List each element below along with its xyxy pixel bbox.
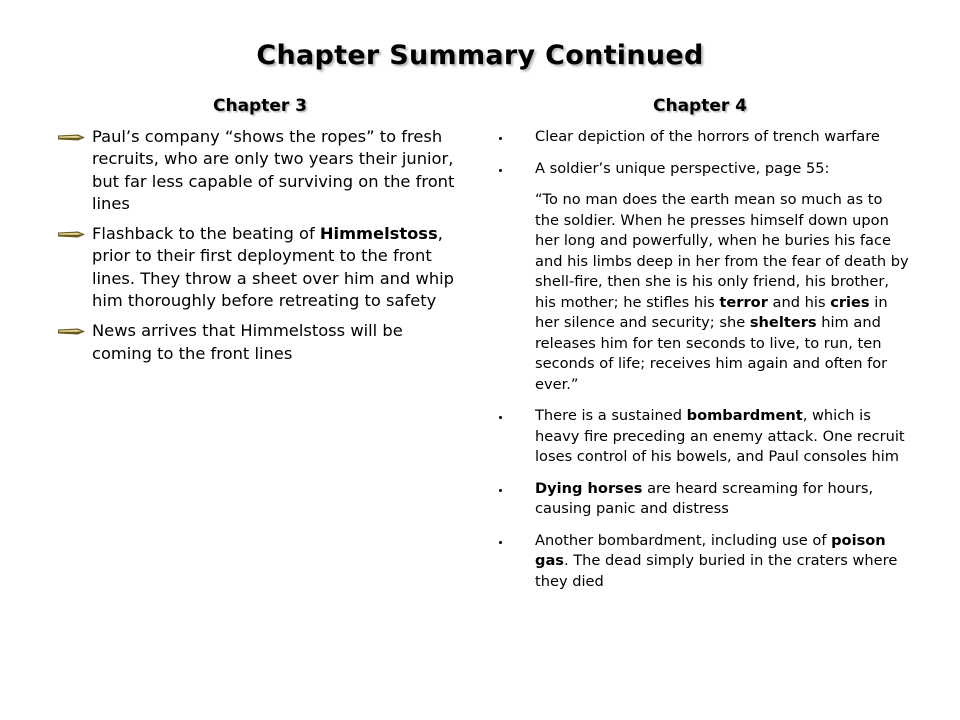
list-item xyxy=(58,126,458,215)
slide-title: Chapter Summary Continued xyxy=(256,40,704,71)
bold-term: Dying horses xyxy=(535,479,643,497)
list-item-text: . The dead simply buried in the craters where they died xyxy=(535,552,898,590)
bullet-bar-icon xyxy=(58,328,85,335)
chapter-3-heading: Chapter 3 xyxy=(212,96,307,116)
chapter-4-heading: Chapter 4 xyxy=(652,96,747,116)
list-item-text: There is a sustained xyxy=(535,407,687,424)
bold-term: cries xyxy=(830,293,870,311)
quote-text: in her silence and security; she xyxy=(535,293,888,331)
list-item-text: Another bombardment, including use of xyxy=(535,531,832,549)
quote-text: “To no man does the earth mean so much as to the soldier. When he presses himself down upon her long and powerfully, when he buries his face and his limbs deep in her from the fear of death by shell-fire, then she is his only friend, his brother, his mother; he stifles his xyxy=(535,191,909,311)
bold-term: bombardment xyxy=(686,407,803,424)
list-item-text: A soldier’s unique perspective, page 55: xyxy=(535,159,830,177)
bold-term: shelters xyxy=(749,314,817,331)
list-item xyxy=(58,320,458,365)
list-item xyxy=(494,479,910,520)
bold-term: Himmelstoss xyxy=(319,224,438,244)
list-item-text: are heard screaming for hours, causing panic and distress xyxy=(535,479,874,517)
dot-icon xyxy=(499,541,502,544)
list-item xyxy=(494,127,910,148)
chapter-3-list xyxy=(58,126,458,373)
list-item-text: , which is heavy fire preceding an enemy attack. One recruit loses control of his bowels, and Paul consoles him xyxy=(535,407,905,465)
bullet-bar-icon xyxy=(58,134,85,141)
chapter-4-list xyxy=(494,127,910,603)
list-item-text: News arrives that Himmelstoss will be coming to the front lines xyxy=(92,321,403,363)
list-item-text: , prior to their first deployment to the front lines. They throw a sheet over him and whip him thoroughly before retreating to safety xyxy=(92,224,455,311)
quote-text: him and releases him for ten seconds to live, to run, ten seconds of life; receives him again and often for ever.” xyxy=(535,314,888,393)
list-item-text: Flashback to the beating of xyxy=(92,224,320,244)
list-item xyxy=(494,159,910,180)
dot-icon xyxy=(499,169,502,172)
list-item-text: Paul’s company “shows the ropes” to fresh recruits, who are only two years their junior, but far less capable of surviving on the front lines xyxy=(92,127,455,213)
quote-text: and his xyxy=(767,293,831,311)
bullet-bar-icon xyxy=(58,231,85,238)
list-item xyxy=(58,223,458,312)
list-item xyxy=(494,531,910,593)
dot-icon xyxy=(499,137,502,140)
quote-block xyxy=(494,190,910,395)
list-item-text: Clear depiction of the horrors of trench warfare xyxy=(535,128,880,145)
bold-term: terror xyxy=(719,293,768,311)
dot-icon xyxy=(499,489,502,492)
dot-icon xyxy=(499,416,502,419)
list-item xyxy=(494,406,910,468)
bold-term: poison gas xyxy=(535,531,886,569)
